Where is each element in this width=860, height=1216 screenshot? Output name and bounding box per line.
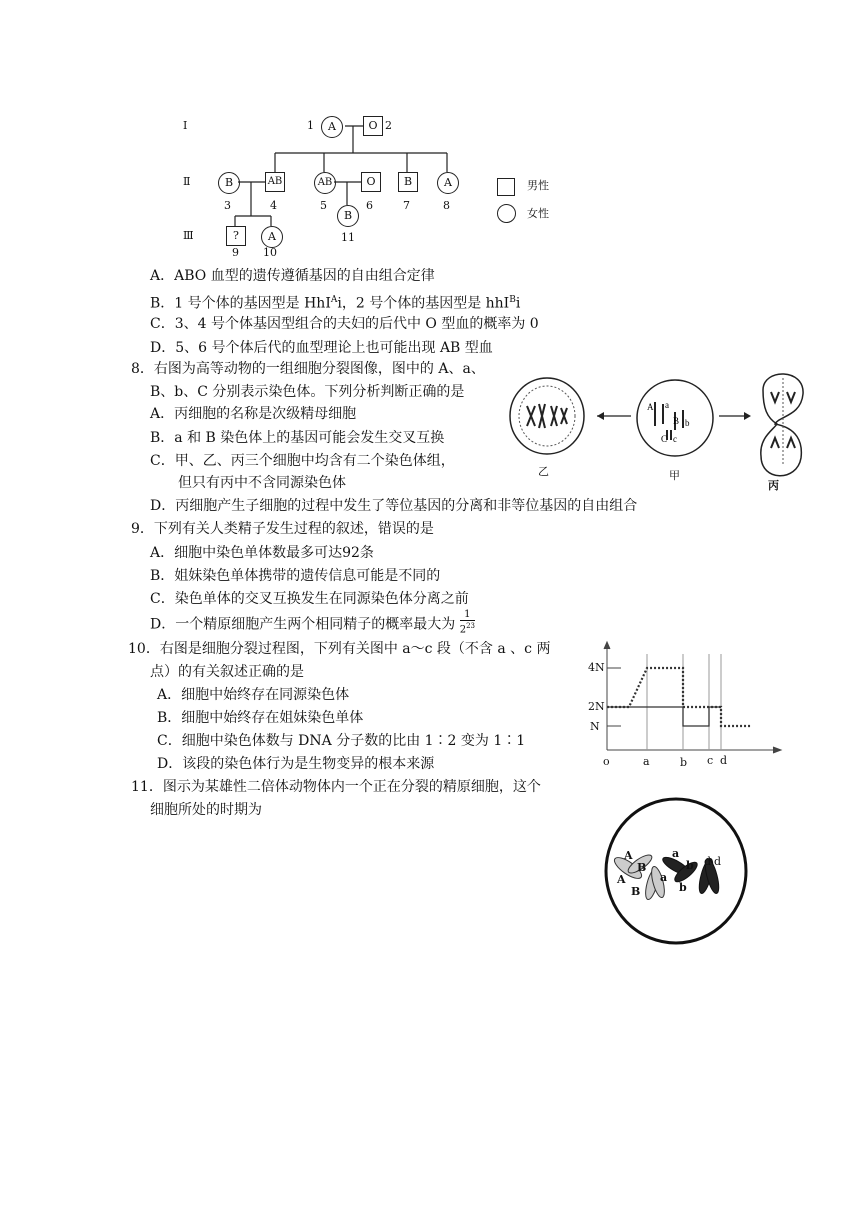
q8-stem-line1: 8．右图为高等动物的一组细胞分裂图像，图中的 A、a、 (131, 361, 485, 377)
legend-male-label: 男性 (527, 179, 549, 192)
svg-text:b: b (685, 418, 690, 428)
q8-fig-label-bing: 丙 (768, 479, 779, 492)
gen-label-2: Ⅱ (183, 175, 191, 188)
person-10-female: A (261, 226, 283, 248)
person-11-female: B (337, 205, 359, 227)
person-8-female: A (437, 172, 459, 194)
person-7-male: B (398, 172, 418, 192)
dna-line (607, 668, 751, 726)
q10-ytick-4n: 4N (588, 661, 605, 674)
q10-option-a: A．细胞中始终存在同源染色体 (157, 687, 350, 703)
gen-label-1: Ⅰ (183, 119, 188, 132)
person-2-male: O (363, 116, 383, 136)
q8-fig-label-yi: 乙 (538, 465, 549, 478)
q10-xtick-d: d (720, 754, 728, 767)
chromosome-line (607, 707, 721, 726)
q10-xtick-b: b (680, 756, 688, 769)
q10-xtick-o: o (603, 755, 610, 768)
q10-ytick-2n: 2N (588, 700, 605, 713)
q10-chart (585, 640, 785, 768)
q11-label-la1: a (672, 847, 680, 860)
gen-label-3: Ⅲ (183, 229, 194, 242)
q9-option-b: B．姐妹染色单体携带的遗传信息可能是不同的 (150, 568, 441, 584)
person-5-number: 5 (320, 199, 327, 212)
q11-label-d1: d (704, 855, 712, 868)
q8-option-a: A．丙细胞的名称是次级精母细胞 (150, 406, 357, 422)
person-8-number: 8 (443, 199, 450, 212)
svg-text:c: c (673, 434, 677, 444)
person-1-female: A (321, 116, 343, 138)
q7-option-d: D．5、6 号个体后代的血型理论上也可能出现 AB 型血 (150, 340, 493, 356)
person-4-male: AB (265, 172, 285, 192)
q7-option-c: C．3、4 号个体基因型组合的夫妇的后代中 O 型血的概率为 0 (150, 316, 539, 332)
q11-label-b1: B (637, 861, 647, 874)
person-6-male: O (361, 172, 381, 192)
legend-female-label: 女性 (527, 207, 549, 220)
q7-option-a: A．ABO 血型的遗传遵循基因的自由组合定律 (150, 268, 435, 284)
q11-label-d2: d (714, 855, 722, 868)
q11-label-a2: A (617, 873, 626, 886)
person-2-number: 2 (385, 119, 392, 132)
person-6-number: 6 (366, 199, 373, 212)
q11-label-lb2: b (679, 881, 687, 894)
q11-label-la2: a (660, 871, 668, 884)
q8-stem-line2: B、b、C 分别表示染色体。下列分析判断正确的是 (150, 384, 465, 400)
person-5-female: AB (314, 172, 336, 194)
person-10-number: 10 (263, 246, 277, 259)
q8-fig-label-jia: 甲 (669, 469, 680, 482)
q9-option-d: D．一个精原细胞产生两个相同精子的概率最大为 $\frac{1}{2^{23}}$ (150, 609, 475, 636)
q10-option-d: D．该段的染色体行为是生物变异的根本来源 (157, 756, 435, 772)
q9-option-c: C．染色单体的交叉互换发生在同源染色体分离之前 (150, 591, 469, 607)
person-4-number: 4 (270, 199, 277, 212)
q10-option-c: C．细胞中染色体数与 DNA 分子数的比由 1∶2 变为 1∶1 (157, 733, 526, 749)
q9-option-a: A．细胞中染色单体数最多可达92条 (150, 545, 374, 561)
q10-ytick-n: N (590, 720, 600, 733)
q11-label-a1: A (624, 849, 633, 862)
q10-stem-line2: 点）的有关叙述正确的是 (150, 664, 304, 680)
q8-cell-division-figure (505, 368, 805, 493)
q11-stem-line1: 11．图示为某雄性二倍体动物体内一个正在分裂的精原细胞，这个 (131, 779, 541, 795)
svg-text:C: C (661, 434, 668, 444)
person-3-female: B (218, 172, 240, 194)
q8-option-c-line1: C．甲、乙、丙三个细胞中均含有二个染色体组， (150, 453, 455, 469)
q8-option-b: B．a 和 B 染色体上的基因可能会发生交叉互换 (150, 430, 445, 446)
q9-fraction: $\frac{1}{2^{23}}$ (459, 609, 475, 636)
person-9-number: 9 (232, 246, 239, 259)
legend-female-icon (497, 204, 516, 223)
legend-male-icon (497, 178, 515, 196)
svg-text:A: A (647, 402, 654, 412)
person-9-male: ? (226, 226, 246, 246)
svg-text:a: a (665, 400, 669, 410)
person-1-number: 1 (307, 119, 314, 132)
q11-stem-line2: 细胞所处的时期为 (150, 802, 262, 818)
q10-stem-line1: 10．右图是细胞分裂过程图，下列有关图中 a～c 段（不含 a 、c 两 (128, 641, 551, 657)
person-11-number: 11 (341, 231, 355, 244)
q11-label-lb1: b (686, 859, 694, 872)
q11-label-b2: B (631, 885, 641, 898)
q9-stem: 9．下列有关人类精子发生过程的叙述，错误的是 (131, 521, 434, 537)
q8-option-d: D．丙细胞产生子细胞的过程中发生了等位基因的分离和非等位基因的自由组合 (150, 498, 638, 514)
q10-option-b: B．细胞中始终存在姐妹染色单体 (157, 710, 364, 726)
q10-xtick-c: c (707, 754, 714, 767)
person-3-number: 3 (224, 199, 231, 212)
q8-option-c-line2: 但只有丙中不含同源染色体 (178, 475, 346, 491)
q7-option-b: B．1 号个体的基因型是 HhI$^A$i，2 号个体的基因型是 hhI$^B$i (150, 295, 521, 312)
q10-xtick-a: a (643, 755, 650, 768)
person-7-number: 7 (403, 199, 410, 212)
svg-text:B: B (673, 416, 680, 426)
